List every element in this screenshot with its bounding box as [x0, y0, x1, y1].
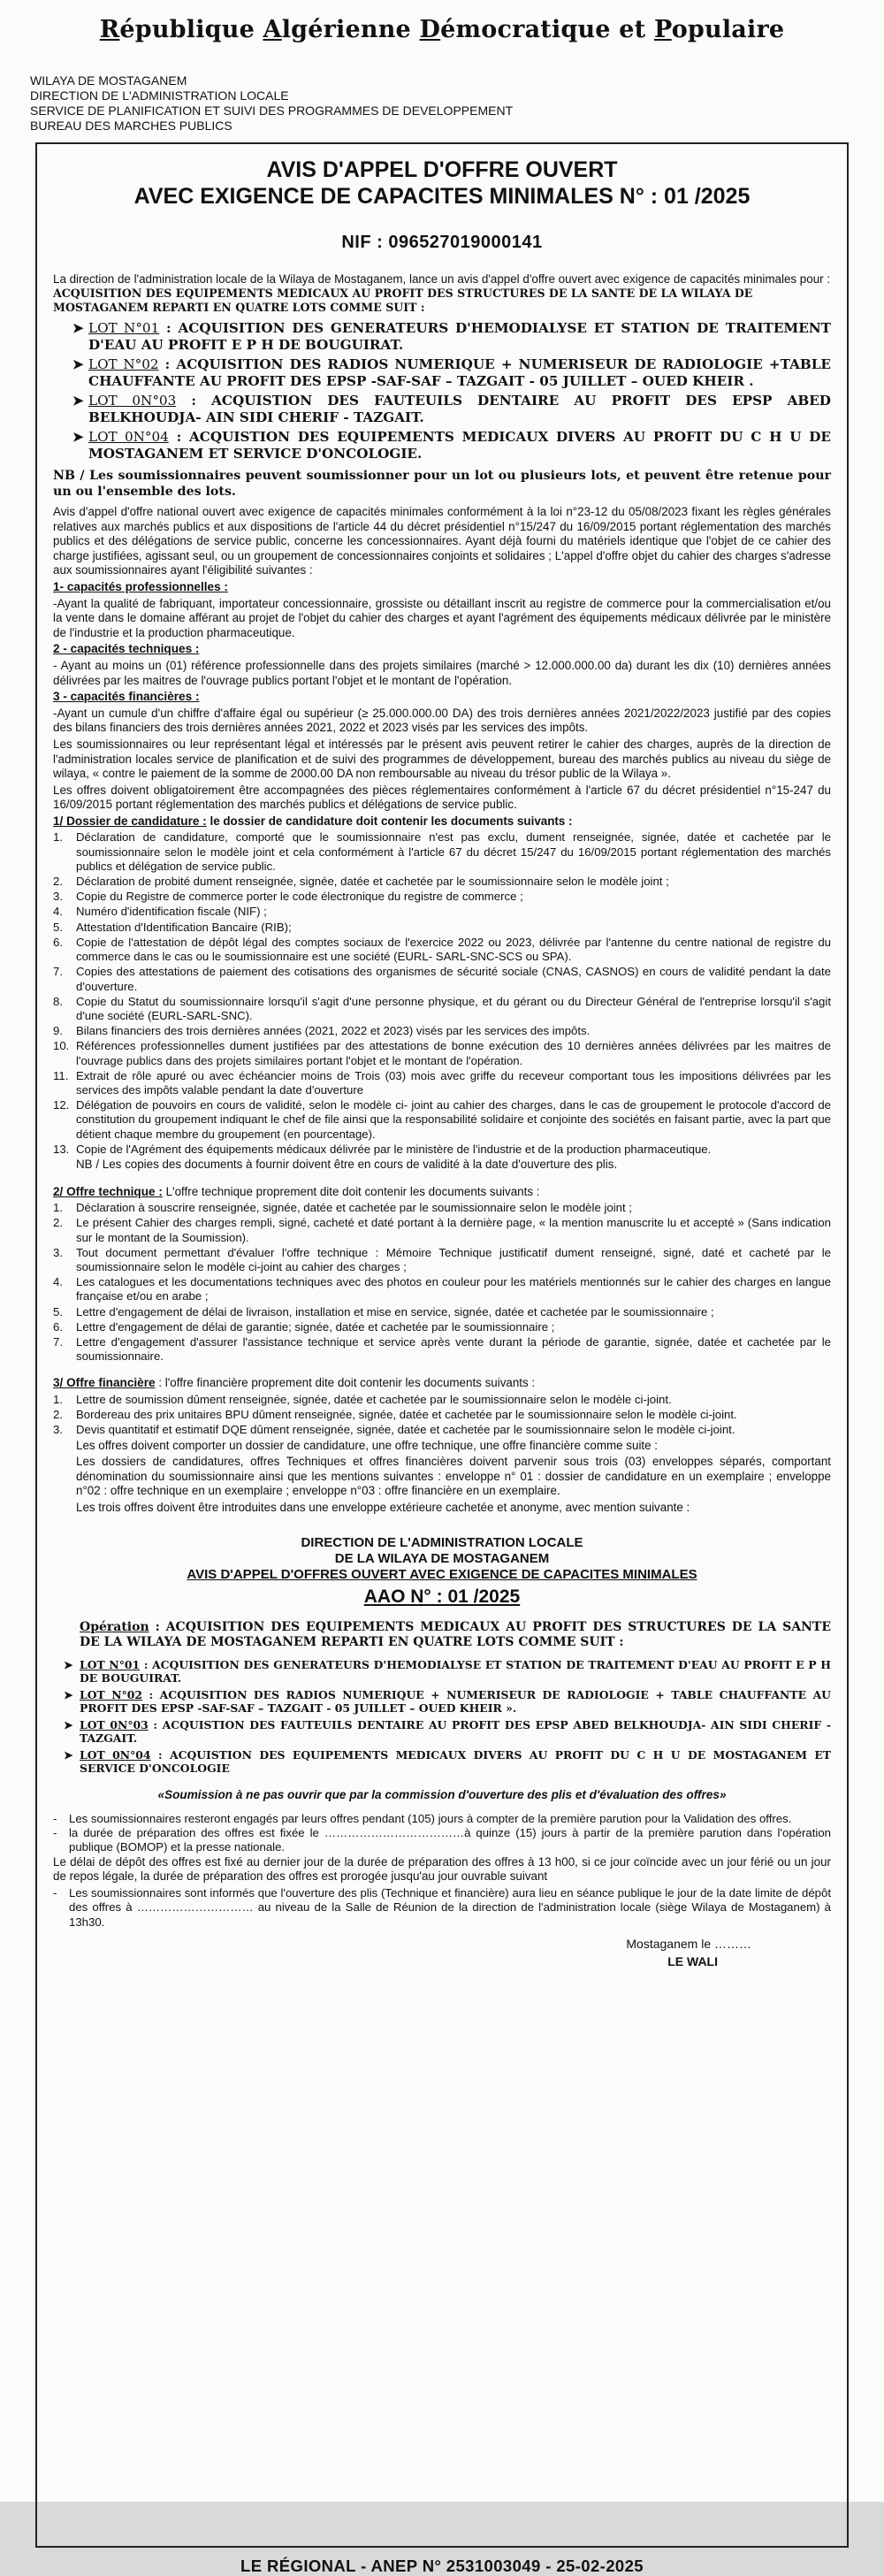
item-text: Délégation de pouvoirs en cours de validité, selon le modèle ci- joint au cahier des charges, dans le cas de groupement le protocole d'accord de constitution du groupement indiquant le chef de file ainsi que la responsabilité solidaire et conjointe des sociétés en faisant partie, avec la part que détient chaque membre du groupement (en pourcentage).	[76, 1098, 831, 1141]
lot-description: : ACQUISTION DES FAUTEUILS DENTAIRE AU PROFIT DES EPSP ABED BELKHOUDJA- AIN SIDI CHERIF - TAZGAIT.	[80, 1717, 831, 1746]
list-item	[53, 1098, 831, 1142]
title-initial: R	[99, 16, 120, 43]
capacity-financial	[53, 690, 831, 705]
lots-list	[53, 320, 831, 462]
item-number: 13.	[53, 1142, 70, 1156]
lot-description: : ACQUISITION DES RADIOS NUMERIQUE + NUMERISEUR DE RADIOLOGIE + TABLE CHAUFFANTE AU PROFIT DES EPSP -SAF-SAF – TAZGAIT - 05 JUILLET – OUED KHEIR ».	[80, 1687, 831, 1716]
lot-number: LOT N°02	[80, 1687, 143, 1701]
lot-item	[72, 356, 831, 390]
outer-envelope-paragraph: Les trois offres doivent être introduites dans une enveloppe extérieure cachetée et anonyme, avec mention suivante :	[76, 1500, 690, 1514]
lot-description: : ACQUISITION DES RADIOS NUMERIQUE + NUMERISEUR DE RADIOLOGIE +TABLE CHAUFFANTE AU PROFIT DES EPSP -SAF-SAF – TAZGAIT - 05 JUILLET – OUED KHEIR .	[88, 356, 831, 389]
authority-line: DIRECTION DE L'ADMINISTRATION LOCALE	[30, 88, 289, 103]
candidature-list	[53, 830, 831, 1156]
capacity-financial-text: -Ayant un cumule d'un chiffre d'affaire égal ou supérieur (≥ 25.000.000.00 DA) des trois dernières années 2021/2022/2023 justifié par des copies des bilans financiers des trois dernières années 2021, 2022 et 2023 visés par les services des impôts.	[53, 706, 831, 735]
envelopes-paragraph: Les dossiers de candidatures, offres Techniques et offres financières doivent parvenir sous trois (03) enveloppes séparés, comportant dénomination du soumissionnaire ainsi que les mentions suivantes : enveloppe n° 01 : dossier de candidature en un exemplaire ; enveloppe n°02 : offre technique en un exemplaire ; enveloppe n°03 : offre financière en un exemplaire.	[76, 1455, 831, 1498]
capacity-professional-text: -Ayant la qualité de fabriquant, importateur concessionnaire, grossiste ou détaillant inscrit au registre de commerce pour la commercialisation et/ou la vente dans le domaine afférant au projet de l'objet du cahier des charges et ayant l'agrément des équipements médicaux délivrée par le ministère de l'industrie et la production pharmaceutique.	[53, 596, 831, 639]
bullet-icon: -	[53, 1811, 57, 1825]
lot-item	[64, 1748, 831, 1776]
section-title: 3/ Offre financière	[53, 1376, 156, 1390]
notice-title-line: AVEC EXIGENCE DE CAPACITES MINIMALES N° : 01 /2025	[133, 184, 751, 209]
authority-line: BUREAU DES MARCHES PUBLICS	[30, 118, 232, 133]
lot-description: : ACQUISITION DES GENERATEURS D'HEMODIALYSE ET STATION DE TRAITEMENT D'EAU AU PROFIT E P H DE BOUGUIRAT.	[88, 320, 831, 353]
notice-frame	[35, 142, 849, 2548]
offers-composition: Les offres doivent comporter un dossier de candidature, une offre technique, une offre financière comme suite :	[76, 1438, 659, 1452]
lot-number: LOT N°02	[88, 356, 159, 372]
title-initial: A	[263, 16, 282, 43]
lot-item	[72, 429, 831, 462]
title-initial: D	[419, 16, 441, 43]
item-text: Le présent Cahier des charges rempli, signé, cacheté et daté portant à la dernière page, « la mention manuscrite lu et accepté » (Sans indication sur le montant de la Soumission).	[76, 1216, 831, 1244]
item-number: 5.	[53, 920, 63, 934]
list-item	[53, 875, 831, 889]
deposit-deadline-paragraph: Le délai de dépôt des offres est fixé au dernier jour de la durée de préparation des offres à 13 h00, si ce jour coïncide avec un jour férié ou un jour de repos légale, la durée de préparation des offres est prorogée jusqu'au jour ouvrable suivant	[53, 1854, 831, 1884]
item-number: 1.	[53, 1392, 63, 1406]
list-item	[53, 1069, 831, 1097]
lot-number: LOT 0N°03	[80, 1717, 149, 1731]
lot-item	[64, 1688, 831, 1716]
withdrawal-paragraph: Les soumissionnaires ou leur représentant légal et intéressés par le présent avis peuvent retirer le cahier des charges, auprès de la direction de l'administration locales service de planification et de suivi des programmes de développement, bureau des marchés publics au niveau du siège de wilaya, « contre le paiement de la somme de 2000.00 DA non remboursable au niveau du trésor public de la Wilaya ».	[53, 737, 831, 781]
capacity-title: 1- capacités professionnelles :	[53, 579, 228, 593]
item-number: 1.	[53, 830, 63, 845]
lot-description: : ACQUISTION DES EQUIPEMENTS MEDICAUX DIVERS AU PROFIT DU C H U DE MOSTAGANEM ET SERVICE D'ONCOLOGIE	[80, 1747, 831, 1776]
item-number: 2.	[53, 1408, 63, 1422]
section-title: 1/ Dossier de candidature :	[53, 814, 207, 828]
bullet-item	[53, 1826, 831, 1855]
operation-text: : ACQUISITION DES EQUIPEMENTS MEDICAUX AU PROFIT DES STRUCTURES DE LA SANTE DE LA WILAYA DE MOSTAGANEM REPARTI EN QUATRE LOTS COMME SUIT :	[80, 1619, 831, 1650]
item-text: Copies des attestations de paiement des cotisations des organismes de sécurité sociale (CNAS, CASNOS) en cours de validité pendant la date d'ouverture.	[76, 965, 831, 993]
authority-line: WILAYA DE MOSTAGANEM	[30, 73, 187, 88]
lot-description: : ACQUISTION DES FAUTEUILS DENTAIRE AU PROFIT DES EPSP ABED BELKHOUDJA- AIN SIDI CHERIF - TAZGAIT.	[88, 393, 831, 425]
bullet-text: Les soumissionnaires resteront engagés par leurs offres pendant (105) jours à compter de la première parution pour la Validation des offres.	[69, 1811, 792, 1825]
bullet-icon: -	[53, 1825, 57, 1839]
technical-offer-heading	[53, 1185, 831, 1200]
bullet-text: Les soumissionnaires sont informés que l'ouverture des plis (Technique et financière) aura lieu en séance publique le jour de la date limite de dépôt des offres à ………………………… au niveau de la Salle de Réunion de la direction de l'administration locale (siège Wilaya de Mostaganem) à 13h30.	[69, 1885, 831, 1929]
item-number: 3.	[53, 1245, 63, 1259]
item-text: Attestation d'Identification Bancaire (RIB);	[76, 920, 292, 934]
lot-number: LOT N°01	[80, 1657, 141, 1671]
item-number: 1.	[53, 1201, 63, 1215]
title-word: opulaire	[671, 16, 785, 43]
intro-text: La direction de l'administration locale de la Wilaya de Mostaganem, lance un avis d'appel d'offre ouvert avec exigence de capacités minimales pour :	[53, 272, 831, 286]
item-text: Déclaration à souscrire renseignée, signée, datée et cachetée par le soumissionnaire selon le modèle joint ;	[76, 1201, 632, 1215]
capacity-technical	[53, 642, 831, 657]
capacity-title: 2 - capacités techniques :	[53, 642, 200, 656]
capacity-title: 3 - capacités financières :	[53, 690, 200, 704]
title-word: épublique	[119, 16, 263, 43]
item-number: 6.	[53, 935, 63, 949]
item-text: Déclaration de candidature, comporté que le soumissionnaire n'est pas exclu, dument renseignée, signée, datée et cachetée par le soumissionnaire selon le modèle joint et cela conformément à l'article 67 du décret 15/247 du 16/09/2015 portant réglementation des marchés publics et délégation de service public.	[76, 830, 831, 873]
signature-block	[53, 1935, 751, 1970]
list-item	[53, 1143, 831, 1157]
publication-footer: LE RÉGIONAL - ANEP N° 2531003049 - 25-02-2025	[240, 2557, 644, 2575]
section-intro: L'offre technique proprement dite doit contenir les documents suivants :	[162, 1184, 540, 1198]
item-text: Lettre de soumission dûment renseignée, signée, datée et cachetée par le soumissionnaire selon le modèle ci-joint.	[76, 1392, 672, 1406]
list-item	[53, 921, 831, 935]
item-text: Tout document permettant d'évaluer l'offre technique : Mémoire Technique justificatif dument renseigné, signé, daté et cacheté par le soumissionnaire selon le modèle ci-joint au cahier des charges ;	[76, 1245, 831, 1273]
envelope-line: DIRECTION DE L'ADMINISTRATION LOCALE	[301, 1534, 583, 1550]
notice-title-line: AVIS D'APPEL D'OFFRE OUVERT	[266, 157, 618, 182]
envelope-header	[53, 1535, 831, 1583]
authority-line: SERVICE DE PLANIFICATION ET SUIVI DES PROGRAMMES DE DEVELOPPEMENT	[30, 103, 514, 118]
list-item	[53, 905, 831, 919]
capacity-professional	[53, 580, 831, 595]
item-number: 3.	[53, 890, 63, 904]
envelope-line: DE LA WILAYA DE MOSTAGANEM	[334, 1550, 550, 1566]
list-item	[53, 936, 831, 964]
signature-title: LE WALI	[667, 1954, 718, 1969]
lot-description: : ACQUISTION DES EQUIPEMENTS MEDICAUX DIVERS AU PROFIT DU C H U DE MOSTAGANEM ET SERVICE D'ONCOLOGIE.	[88, 429, 831, 462]
lot-item	[72, 320, 831, 354]
arrow-icon: ➤	[64, 1687, 73, 1701]
issuing-authority	[30, 73, 854, 134]
technical-offer-list	[53, 1201, 831, 1364]
list-item	[53, 1423, 831, 1437]
item-text: Extrait de rôle apuré ou avec échéancier moins de Trois (03) mois avec griffe du receveur comportant tous les impositions délivrées par les services des impôts valable pendant la date d'ouverture	[76, 1068, 831, 1097]
item-text: Numéro d'identification fiscale (NIF) ;	[76, 905, 267, 919]
regulatory-docs-paragraph: Les offres doivent obligatoirement être accompagnées des pièces réglementaires conformément à l'article 67 du décret présidentiel n°15-247 du 16/09/2015 portant réglementation des marchés publics et délégations de service public.	[53, 783, 831, 812]
financial-offer-heading	[53, 1376, 831, 1391]
item-number: 10.	[53, 1039, 70, 1053]
section-title: 2/ Offre technique :	[53, 1184, 163, 1198]
list-item	[53, 1246, 831, 1274]
list-item	[53, 1039, 831, 1067]
item-text: Bilans financiers des trois dernières années (2021, 2022 et 2023) visés par les services des impôts.	[76, 1024, 591, 1038]
nb-lots-note: NB / Les soumissionnaires peuvent soumissionner pour un lot ou plusieurs lots, et peuvent être retenue pour un ou l'ensemble des lots.	[53, 469, 831, 499]
list-item	[53, 965, 831, 993]
list-item	[53, 1024, 831, 1038]
list-item	[53, 1408, 831, 1422]
item-text: Bordereau des prix unitaires BPU dûment renseignée, signée, datée et cachetée par le soumissionnaire selon le modèle ci-joint.	[76, 1408, 737, 1422]
bullet-text: la durée de préparation des offres est fixée le ………………………………à quinze (15) jours à partir de la première parution dans l'opération publique (BOMOP) et la presse nationale.	[69, 1825, 831, 1854]
lot-item	[72, 393, 831, 426]
notice-title	[53, 157, 831, 210]
item-number: 4.	[53, 1275, 63, 1289]
lot-item	[64, 1718, 831, 1746]
item-text: Lettre d'engagement de délai de garantie; signée, datée et cachetée par le soumissionnaire ;	[76, 1319, 555, 1334]
bullet-icon: -	[53, 1885, 57, 1900]
list-item	[53, 1320, 831, 1334]
title-initial: P	[653, 16, 672, 43]
envelope-line: AVIS D'APPEL D'OFFRES OUVERT AVEC EXIGENCE DE CAPACITES MINIMALES	[187, 1566, 697, 1582]
operation-paragraph	[80, 1620, 831, 1651]
item-text: Devis quantitatif et estimatif DQE dûment renseignée, signée, datée et cachetée par le soumissionnaire selon le modèle ci-joint.	[76, 1423, 735, 1437]
item-number: 12.	[53, 1098, 70, 1112]
nif-number: NIF : 096527019000141	[341, 233, 543, 252]
item-number: 11.	[53, 1068, 69, 1082]
list-item	[53, 1216, 831, 1244]
item-number: 2.	[53, 1216, 63, 1230]
arrow-icon: ➤	[64, 1717, 73, 1731]
list-item	[53, 1393, 831, 1407]
list-item	[53, 995, 831, 1023]
do-not-open-mention: «Soumission à ne pas ouvrir que par la commission d'ouverture des plis et d'évaluation des offres»	[157, 1787, 727, 1801]
lot-item	[64, 1658, 831, 1685]
list-item	[53, 1201, 831, 1215]
section-intro: : l'offre financière proprement dite doit contenir les documents suivants :	[155, 1376, 536, 1390]
list-item	[53, 1275, 831, 1303]
bullet-item	[53, 1812, 831, 1826]
arrow-icon: ➤	[72, 356, 84, 372]
arrow-icon: ➤	[72, 320, 84, 336]
list-item	[53, 830, 831, 874]
item-number: 2.	[53, 875, 63, 889]
aao-number: AAO N° : 01 /2025	[363, 1586, 521, 1607]
bullet-item	[53, 1886, 831, 1930]
item-number: 8.	[53, 994, 63, 1008]
arrow-icon: ➤	[64, 1747, 73, 1762]
intro-operation: ACQUISITION DES EQUIPEMENTS MEDICAUX AU PROFIT DES STRUCTURES DE LA SANTE DE LA WILAYA DE MOSTAGANEM REPARTI EN QUATRE LOTS COMME SUIT :	[53, 287, 753, 314]
lot-number: LOT 0N°03	[88, 393, 177, 409]
legal-basis-paragraph: Avis d'appel d'offre national ouvert avec exigence de capacités minimales conformément à la loi n°23-12 du 05/08/2023 fixant les règles générales relatives aux marchés publics et aux dispositions de l'article 44 du décret présidentiel n°15/247 du 16/09/2015 portant réglementation des marchés publics et des délégations de service public, concerne les concessionnaires. Ayant déjà fourni du matériels identique que l'objet de ce cahier des charge justifiées, agissant seul, ou un groupement de concessionnaires conjoints et solidaires ; L'appel d'offre objet du cahier des charges s'adresse aux soumissionnaires ayant l'éligibilité suivantes :	[53, 505, 831, 577]
list-item	[53, 1305, 831, 1319]
capacity-technical-text: - Ayant au moins un (01) référence professionnelle dans des projets similaires (marché > 12.000.000.00 da) durant les dix (10) dernières années délivrées par les maitres de l'ouvrage publics portant l'objet et le montant de l'opération.	[53, 658, 831, 687]
signature-place: Mostaganem le ………	[626, 1937, 751, 1952]
item-text: Déclaration de probité dument renseignée, signée, datée et cachetée par le soumissionnaire selon le modèle joint ;	[76, 875, 669, 889]
item-text: Copie du Statut du soumissionnaire lorsqu'il s'agit d'une personne physique, et du gérant ou du Directeur Général de l'entreprise lorsqu'il s'agit d'une société (EURL-SARL-SNC).	[76, 994, 831, 1022]
item-number: 3.	[53, 1423, 63, 1437]
candidature-heading	[53, 814, 831, 829]
item-text: Lettre d'engagement de délai de livraison, installation et mise en service, signée, datée et cachetée par le soumissionnaire ;	[76, 1304, 714, 1319]
item-number: 7.	[53, 1334, 63, 1349]
financial-offer-list	[53, 1393, 831, 1438]
item-number: 7.	[53, 965, 63, 979]
item-text: Les catalogues et les documentations techniques avec des photos en couleur pour les matériels mentionnés sur le cahier des charges en langue française et/ou en arabe ;	[76, 1275, 831, 1303]
list-item	[53, 890, 831, 904]
section-intro: le dossier de candidature doit contenir les documents suivants :	[206, 814, 573, 828]
title-word: lgérienne	[281, 16, 420, 43]
item-number: 9.	[53, 1024, 63, 1038]
nb-validity-note: NB / Les copies des documents à fournir doivent être en cours de validité à la date d'ouverture des plis.	[76, 1157, 618, 1171]
arrow-icon: ➤	[64, 1657, 73, 1671]
operation-label: Opération	[80, 1619, 149, 1634]
item-text: Copie du Registre de commerce porter le code électronique du registre de commerce ;	[76, 890, 523, 904]
item-number: 4.	[53, 905, 63, 919]
arrow-icon: ➤	[72, 429, 84, 445]
lot-number: LOT N°01	[88, 320, 160, 336]
lot-number: LOT 0N°04	[88, 429, 169, 445]
lot-description: : ACQUISITION DES GENERATEURS D'HEMODIALYSE ET STATION DE TRAITEMENT D'EAU AU PROFIT E P H DE BOUGUIRAT.	[80, 1657, 831, 1685]
list-item	[53, 1335, 831, 1364]
lot-number: LOT 0N°04	[80, 1747, 151, 1762]
envelope-lots-list	[53, 1658, 831, 1776]
item-text: Références professionnelles dument justifiées par des attestations de bonne exécution des 10 dernières années délivrées par les maitres de l'ouvrage publics dans des projets similaires portant l'objet et le montant de l'opération.	[76, 1039, 831, 1067]
arrow-icon: ➤	[72, 393, 84, 409]
item-text: Copie de l'attestation de dépôt légal des comptes sociaux de l'exercice 2022 ou 2023, délivrée par l'antenne du centre national de registre du commerce dans le cas ou le soumissionnaire est une société (EURL- SARL-SNC-SCS ou SPA).	[76, 935, 831, 964]
item-text: Lettre d'engagement d'assurer l'assistance technique et service après vente durant la période de garantie, signée, datée et cachetée par le soumissionnaire.	[76, 1334, 831, 1364]
item-number: 6.	[53, 1319, 63, 1334]
title-word: émocratique et	[440, 16, 654, 43]
item-number: 5.	[53, 1304, 63, 1319]
item-text: Copie de l'Agrément des équipements médicaux délivrée par le ministère de l'industrie et de la production pharmaceutique.	[76, 1142, 712, 1156]
intro-paragraph	[53, 272, 831, 315]
republic-title	[30, 16, 854, 43]
